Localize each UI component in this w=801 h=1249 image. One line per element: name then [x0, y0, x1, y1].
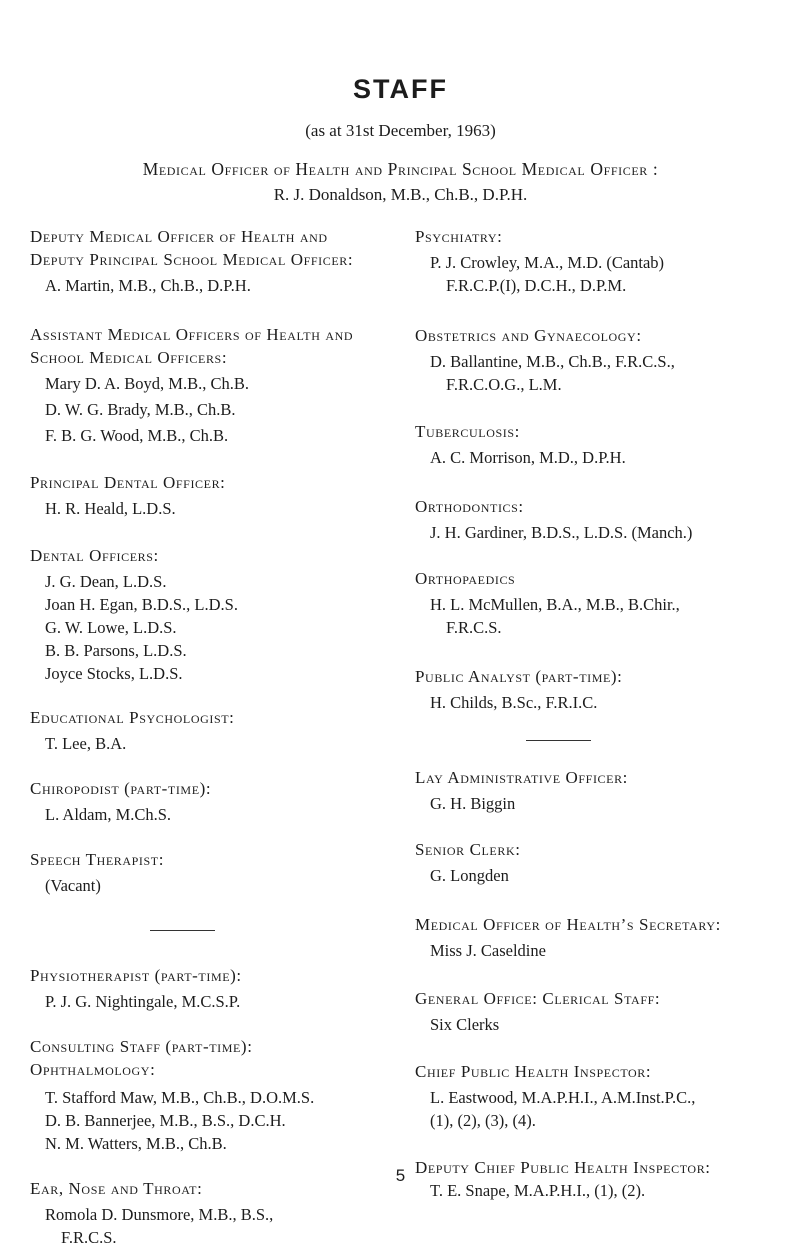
- section-heading: Dental Officers:: [30, 546, 159, 565]
- staff-entry: D. B. Bannerjee, M.B., B.S., D.C.H.: [45, 1111, 286, 1130]
- staff-entry: A. Martin, M.B., Ch.B., D.P.H.: [45, 276, 251, 295]
- section-heading: Deputy Medical Officer of Health and: [30, 227, 328, 246]
- section-heading: Chief Public Health Inspector:: [415, 1062, 652, 1081]
- section-chiropodist: [30, 777, 400, 826]
- staff-entry: L. Aldam, M.Ch.S.: [45, 805, 172, 824]
- staff-entry: H. L. McMullen, B.A., M.B., B.Chir.,: [430, 595, 680, 614]
- staff-entry: G. W. Lowe, L.D.S.: [45, 618, 177, 637]
- page-subtitle: (as at 31st December, 1963): [305, 121, 496, 140]
- section-heading: School Medical Officers:: [30, 348, 228, 367]
- section-heading: Public Analyst (part-time):: [415, 667, 623, 686]
- staff-entry: F. B. G. Wood, M.B., Ch.B.: [45, 426, 229, 445]
- section-heading: General Office: Clerical Staff:: [415, 989, 661, 1008]
- section-public-analyst: [415, 665, 795, 714]
- section-tuberculosis: [415, 420, 795, 469]
- section-lay-administrative: [415, 766, 795, 815]
- section-deputy-moh: [30, 225, 400, 297]
- staff-entry: B. B. Parsons, L.D.S.: [45, 641, 187, 660]
- section-heading: Orthodontics:: [415, 497, 524, 516]
- section-principal-dental: [30, 471, 400, 520]
- staff-entry: J. G. Dean, L.D.S.: [45, 572, 167, 591]
- staff-entry: T. Lee, B.A.: [45, 734, 127, 753]
- moh-heading: Medical Officer of Health and Principal School Medical Officer :: [142, 159, 659, 179]
- staff-entry: G. Longden: [430, 866, 509, 885]
- left-column: [30, 225, 400, 1249]
- staff-entry: A. C. Morrison, M.D., D.P.H.: [430, 448, 626, 467]
- staff-entry: L. Eastwood, M.A.P.H.I., A.M.Inst.P.C.,: [430, 1088, 696, 1107]
- staff-entry-continuation: F.R.C.O.G., L.M.: [446, 375, 562, 394]
- staff-entry: H. Childs, B.Sc., F.R.I.C.: [430, 693, 598, 712]
- staff-entry: (Vacant): [45, 876, 101, 895]
- staff-entry: Joan H. Egan, B.D.S., L.D.S.: [45, 595, 238, 614]
- staff-entry: Mary D. A. Boyd, M.B., Ch.B.: [45, 374, 249, 393]
- section-orthodontics: [415, 495, 795, 544]
- section-orthopaedics: [415, 567, 795, 639]
- section-heading: Chiropodist (part-time):: [30, 779, 212, 798]
- section-general-office: [415, 987, 795, 1036]
- section-physiotherapist: [30, 964, 400, 1013]
- page-title: STAFF: [353, 74, 448, 104]
- section-heading: Deputy Chief Public Health Inspector:: [415, 1158, 711, 1177]
- moh-name: R. J. Donaldson, M.B., Ch.B., D.P.H.: [273, 185, 528, 204]
- staff-entry: P. J. Crowley, M.A., M.D. (Cantab): [430, 253, 665, 272]
- staff-entry: T. Stafford Maw, M.B., Ch.B., D.O.M.S.: [45, 1088, 315, 1107]
- staff-entry: Miss J. Caseldine: [430, 941, 546, 960]
- section-dental-officers: [30, 544, 400, 685]
- section-heading: Deputy Principal School Medical Officer:: [30, 250, 354, 269]
- staff-entry: T. E. Snape, M.A.P.H.I., (1), (2).: [430, 1181, 646, 1200]
- section-moh-secretary: [415, 913, 795, 962]
- page-number: 5: [395, 1166, 406, 1185]
- staff-entry: P. J. G. Nightingale, M.C.S.P.: [45, 992, 241, 1011]
- staff-entry: N. M. Watters, M.B., Ch.B.: [45, 1134, 227, 1153]
- right-column: [415, 225, 795, 1202]
- section-heading: Senior Clerk:: [415, 840, 521, 859]
- section-obstetrics: [415, 324, 795, 396]
- staff-entry-continuation: F.R.C.S.: [61, 1228, 117, 1247]
- section-heading: Obstetrics and Gynaecology:: [415, 326, 642, 345]
- section-subheading: Ophthalmology:: [30, 1060, 156, 1079]
- staff-entry: H. R. Heald, L.D.S.: [45, 499, 176, 518]
- section-educational-psychologist: [30, 706, 400, 755]
- staff-entry-continuation: F.R.C.P.(I), D.C.H., D.P.M.: [446, 276, 627, 295]
- staff-entry: Six Clerks: [430, 1015, 500, 1034]
- section-heading: Lay Administrative Officer:: [415, 768, 628, 787]
- section-heading: Medical Officer of Health’s Secretary:: [415, 915, 721, 934]
- section-heading: Physiotherapist (part-time):: [30, 966, 242, 985]
- section-heading: Ear, Nose and Throat:: [30, 1179, 203, 1198]
- staff-entry-continuation: (1), (2), (3), (4).: [430, 1111, 536, 1130]
- section-psychiatry: [415, 225, 795, 297]
- section-heading: Psychiatry:: [415, 227, 503, 246]
- section-heading: Speech Therapist:: [30, 850, 165, 869]
- section-assistant-mohs: [30, 323, 400, 447]
- section-heading: Tuberculosis:: [415, 422, 520, 441]
- section-heading: Principal Dental Officer:: [30, 473, 226, 492]
- section-speech-therapist: [30, 848, 400, 897]
- section-consulting-staff: [30, 1035, 400, 1155]
- staff-entry: G. H. Biggin: [430, 794, 516, 813]
- staff-entry: D. W. G. Brady, M.B., Ch.B.: [45, 400, 236, 419]
- section-senior-clerk: [415, 838, 795, 887]
- staff-entry: J. H. Gardiner, B.D.S., L.D.S. (Manch.): [430, 523, 693, 542]
- section-chief-phi: [415, 1060, 795, 1132]
- staff-entry-continuation: F.R.C.S.: [446, 618, 502, 637]
- staff-entry: Romola D. Dunsmore, M.B., B.S.,: [45, 1205, 274, 1224]
- section-heading: Consulting Staff (part-time):: [30, 1037, 253, 1056]
- divider: [150, 930, 215, 931]
- section-heading: Educational Psychologist:: [30, 708, 235, 727]
- staff-entry: Joyce Stocks, L.D.S.: [45, 664, 183, 683]
- section-heading: Assistant Medical Officers of Health and: [30, 325, 354, 344]
- staff-entry: D. Ballantine, M.B., Ch.B., F.R.C.S.,: [430, 352, 675, 371]
- section-ent: [30, 1177, 400, 1249]
- section-heading: Orthopaedics: [415, 569, 516, 588]
- divider: [526, 740, 591, 741]
